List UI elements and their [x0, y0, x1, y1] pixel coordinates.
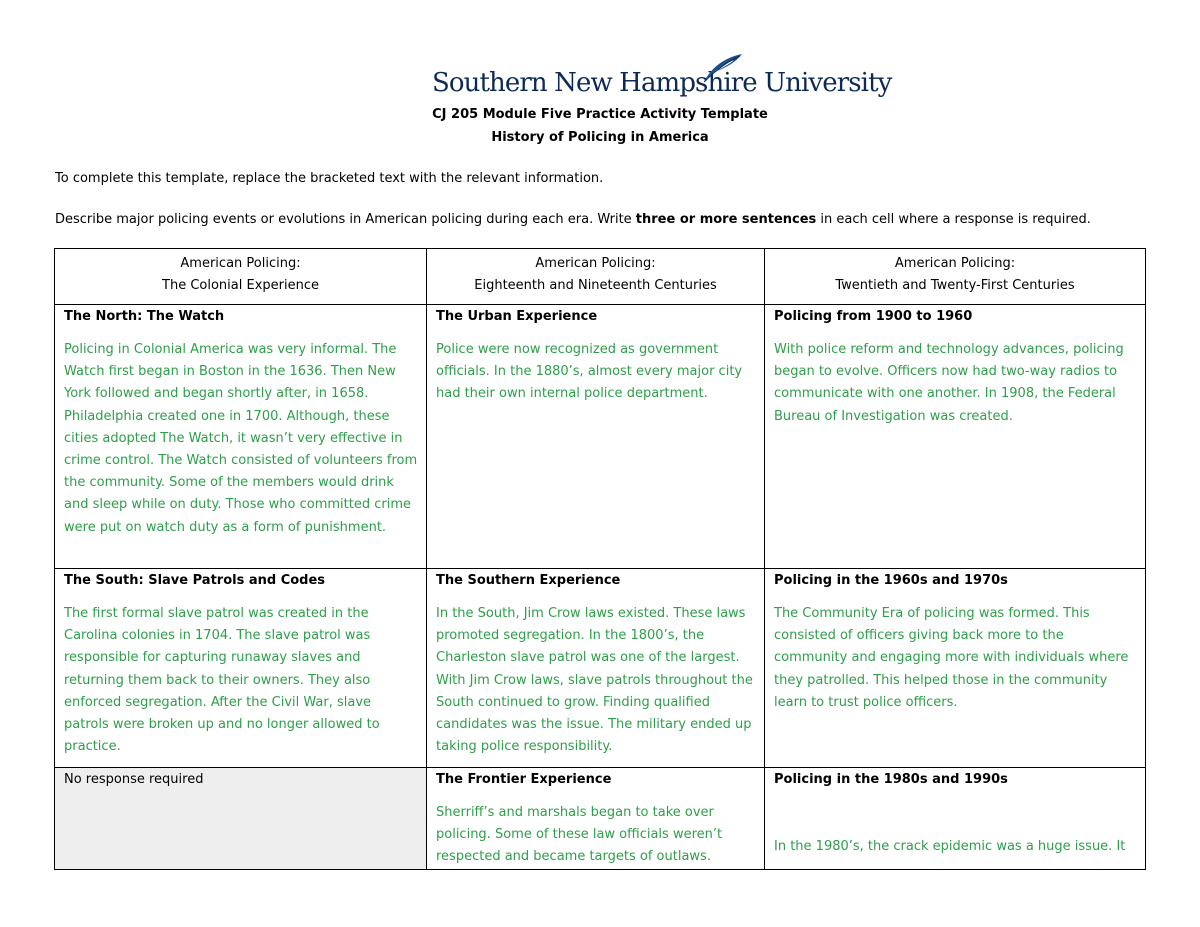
cell-title: The Southern Experience	[436, 573, 621, 588]
cell-response[interactable]: Police were now recognized as government officials. In the 1880’s, almost every major city had their own internal police department.	[436, 342, 743, 402]
table-header-row	[55, 249, 1146, 305]
cell-no-response	[55, 768, 427, 870]
cell-south-slave-patrols[interactable]	[55, 569, 427, 768]
cell-response[interactable]: In the South, Jim Crow laws existed. These laws promoted segregation. In the 1800’s, the Charleston slave patrol was one of the largest. With Jim Crow laws, slave patrols throughout the South continued to grow. Finding qualified candidates was the issue. The military ended up taking police responsibility.	[436, 606, 753, 755]
cell-title: Policing in the 1980s and 1990s	[774, 772, 1008, 787]
instruction-emphasis: three or more sentences	[635, 212, 817, 227]
cell-response[interactable]: The first formal slave patrol was created in the Carolina colonies in 1704. The slave patrol was responsible for capturing runaway slaves and returning them back to their owners. They also enforced segregation. After the Civil War, slave patrols were broken up and no longer allowed to practice.	[64, 606, 380, 755]
cell-title: The North: The Watch	[64, 309, 225, 324]
table-row	[55, 768, 1146, 870]
instruction-text: Describe major policing events or evolutions in American policing during each era. Write	[55, 212, 636, 227]
cell-frontier-experience[interactable]	[427, 768, 765, 870]
document-title: CJ 205 Module Five Practice Activity Template	[432, 107, 768, 122]
header-colonial	[55, 249, 427, 305]
cell-title: The Urban Experience	[436, 309, 598, 324]
cell-response[interactable]: The Community Era of policing was formed. This consisted of officers giving back more to the community and engaging more with individuals where they patrolled. This helped those in the community learn to trust police officers.	[774, 606, 1129, 710]
header-era: Twentieth and Twenty-First Centuries	[835, 278, 1075, 293]
header-20th-21st-centuries	[765, 249, 1146, 305]
cell-urban-experience[interactable]	[427, 305, 765, 569]
cell-1960s-1970s[interactable]	[765, 569, 1146, 768]
cell-north-watch[interactable]	[55, 305, 427, 569]
header-label: American Policing:	[180, 256, 301, 271]
cell-title: The Frontier Experience	[436, 772, 612, 787]
policing-history-table	[54, 248, 1146, 870]
quill-pen-icon	[700, 52, 744, 84]
instruction-line-2	[55, 212, 1091, 227]
header-label: American Policing:	[535, 256, 656, 271]
logo-wordmark: Southern New Hampshire University	[432, 68, 892, 98]
table-row	[55, 569, 1146, 768]
cell-1980s-1990s[interactable]	[765, 768, 1146, 870]
cell-1900-1960[interactable]	[765, 305, 1146, 569]
cell-response[interactable]: Sherriff’s and marshals began to take over policing. Some of these law officials weren’t respected and became targets of outlaws.	[436, 805, 723, 865]
cell-title: The South: Slave Patrols and Codes	[64, 573, 326, 588]
instruction-text-end: in each cell where a response is required.	[816, 212, 1091, 227]
header-18th-19th-centuries	[427, 249, 765, 305]
cell-title: Policing in the 1960s and 1970s	[774, 573, 1008, 588]
cell-response[interactable]: In the 1980’s, the crack epidemic was a huge issue. It	[774, 839, 1126, 854]
instruction-line-1: To complete this template, replace the bracketed text with the relevant information.	[55, 171, 604, 186]
header-era: Eighteenth and Nineteenth Centuries	[474, 278, 717, 293]
no-response-label: No response required	[64, 772, 204, 787]
cell-southern-experience[interactable]	[427, 569, 765, 768]
cell-title: Policing from 1900 to 1960	[774, 309, 973, 324]
cell-response[interactable]: With police reform and technology advances, policing began to evolve. Officers now had two-way radios to communicate with one another. In 1908, the Federal Bureau of Investigation was created.	[774, 342, 1124, 424]
table-row	[55, 305, 1146, 569]
cell-response[interactable]: Policing in Colonial America was very informal. The Watch first began in Boston in the 1636. Then New York followed and began shortly after, in 1658. Philadelphia created one in 1700. Although, these cities adopted The Watch, it wasn’t very effective in crime control. The Watch consisted of volunteers from the community. Some of the members would drink and sleep while on duty. Those who committed crime were put on watch duty as a form of punishment.	[64, 342, 418, 535]
header-era: The Colonial Experience	[162, 278, 319, 293]
header-label: American Policing:	[894, 256, 1016, 271]
university-logo	[432, 52, 892, 104]
document-subtitle: History of Policing in America	[491, 130, 709, 145]
